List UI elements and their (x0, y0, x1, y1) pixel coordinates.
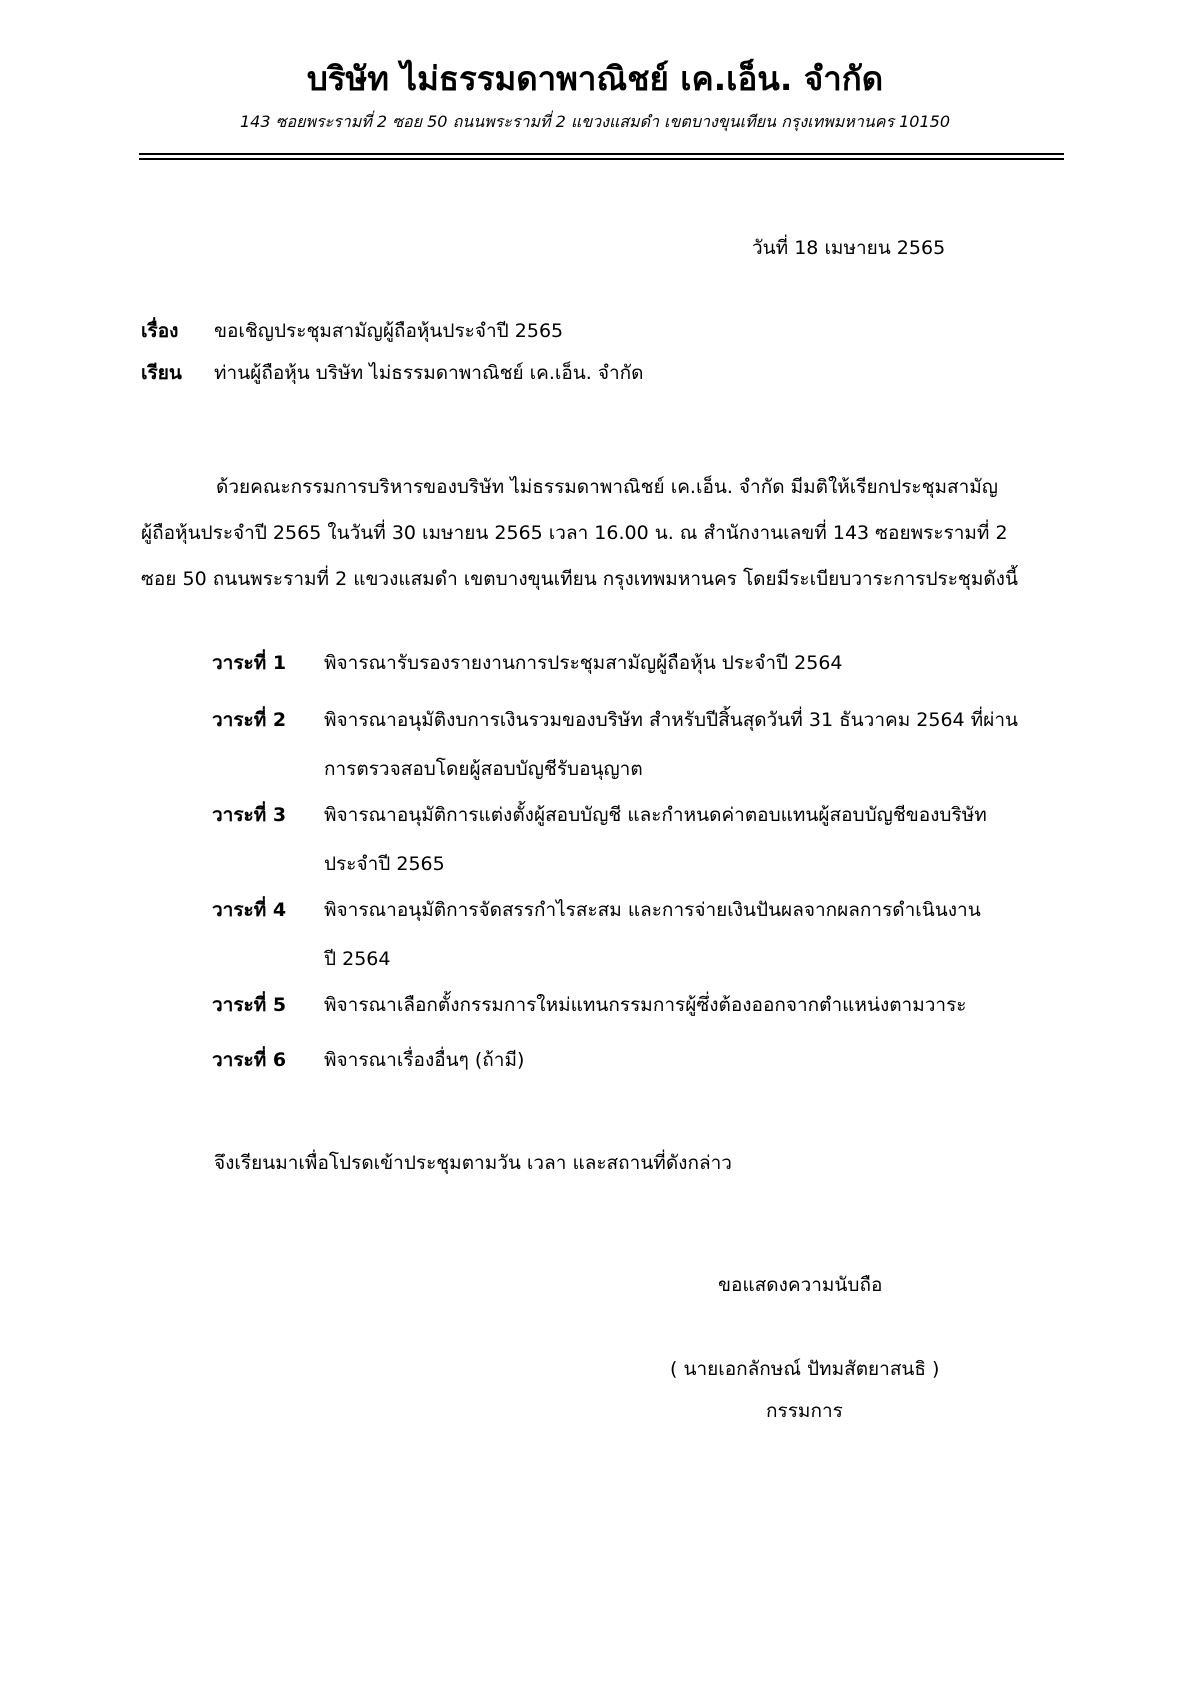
signer-name: ( นายเอกลักษณ์ ปัทมสัตยาสนธิ ) (670, 1358, 940, 1380)
agenda-text: พิจารณาเลือกตั้งกรรมการใหม่แทนกรรมการผู้ซึ่งต้องออกจากตำแหน่งตามวาระ (324, 994, 967, 1016)
company-name: บริษัท ไม่ธรรมดาพาณิชย์ เค.เอ็น. จำกัด (306, 59, 884, 98)
agenda-item (212, 895, 1076, 974)
agenda-item (212, 990, 1076, 1020)
recipient-line (141, 358, 644, 388)
header-divider-top (139, 153, 1064, 155)
subject-label: เรื่อง (141, 320, 179, 342)
body-line-2: ผู้ถือหุ้นประจำปี 2565 ในวันที่ 30 เมษายน 2565 เวลา 16.00 น. ณ สำนักงานเลขที่ 143 ซอยพระรามที่ 2 (141, 522, 1008, 544)
agenda-number: วาระที่ 3 (212, 804, 287, 826)
agenda-number: วาระที่ 6 (212, 1049, 287, 1071)
regards-text: ขอแสดงความนับถือ (718, 1274, 883, 1296)
recipient-label: เรียน (141, 362, 182, 384)
agenda-text: พิจารณารับรองรายงานการประชุมสามัญผู้ถือหุ้น ประจำปี 2564 (324, 652, 843, 674)
agenda-text-continued: ประจำปี 2565 (324, 853, 445, 875)
agenda-item (212, 1045, 1076, 1075)
agenda-item (212, 648, 1076, 678)
body-line-1: ด้วยคณะกรรมการบริหารของบริษัท ไม่ธรรมดาพาณิชย์ เค.เอ็น. จำกัด มีมติให้เรียกประชุมสามัญ (216, 476, 998, 498)
body-line-3: ซอย 50 ถนนพระรามที่ 2 แขวงแสมดำ เขตบางขุนเทียน กรุงเทพมหานคร โดยมีระเบียบวาระการประชุมดังนี้ (141, 568, 1018, 590)
agenda-number: วาระที่ 4 (212, 899, 287, 921)
subject-line (141, 316, 563, 346)
recipient-text: ท่านผู้ถือหุ้น บริษัท ไม่ธรรมดาพาณิชย์ เค.เอ็น. จำกัด (214, 362, 644, 384)
company-address: 143 ซอยพระรามที่ 2 ซอย 50 ถนนพระรามที่ 2 แขวงแสมดำ เขตบางขุนเทียน กรุงเทพมหานคร 10150 (239, 112, 951, 131)
signer-position: กรรมการ (766, 1400, 843, 1422)
agenda-text-continued: การตรวจสอบโดยผู้สอบบัญชีรับอนุญาต (324, 758, 643, 780)
agenda-text: พิจารณาอนุมัติงบการเงินรวมของบริษัท สำหรับปีสิ้นสุดวันที่ 31 ธันวาคม 2564 ที่ผ่าน (324, 709, 1018, 731)
agenda-item (212, 800, 1076, 879)
agenda-text: พิจารณาอนุมัติการจัดสรรกำไรสะสม และการจ่ายเงินปันผลจากผลการดำเนินงาน (324, 899, 981, 921)
header-divider-bottom (139, 158, 1064, 160)
agenda-text: พิจารณาเรื่องอื่นๆ (ถ้ามี) (324, 1049, 525, 1071)
agenda-number: วาระที่ 2 (212, 709, 287, 731)
subject-text: ขอเชิญประชุมสามัญผู้ถือหุ้นประจำปี 2565 (214, 320, 564, 342)
letter-date: วันที่ 18 เมษายน 2565 (752, 237, 946, 259)
closing-sentence: จึงเรียนมาเพื่อโปรดเข้าประชุมตามวัน เวลา และสถานที่ดังกล่าว (214, 1152, 732, 1174)
agenda-text: พิจารณาอนุมัติการแต่งตั้งผู้สอบบัญชี และกำหนดค่าตอบแทนผู้สอบบัญชีของบริษัท (324, 804, 987, 826)
agenda-number: วาระที่ 1 (212, 652, 287, 674)
agenda-item (212, 705, 1076, 784)
agenda-text-continued: ปี 2564 (324, 948, 391, 970)
agenda-number: วาระที่ 5 (212, 994, 287, 1016)
